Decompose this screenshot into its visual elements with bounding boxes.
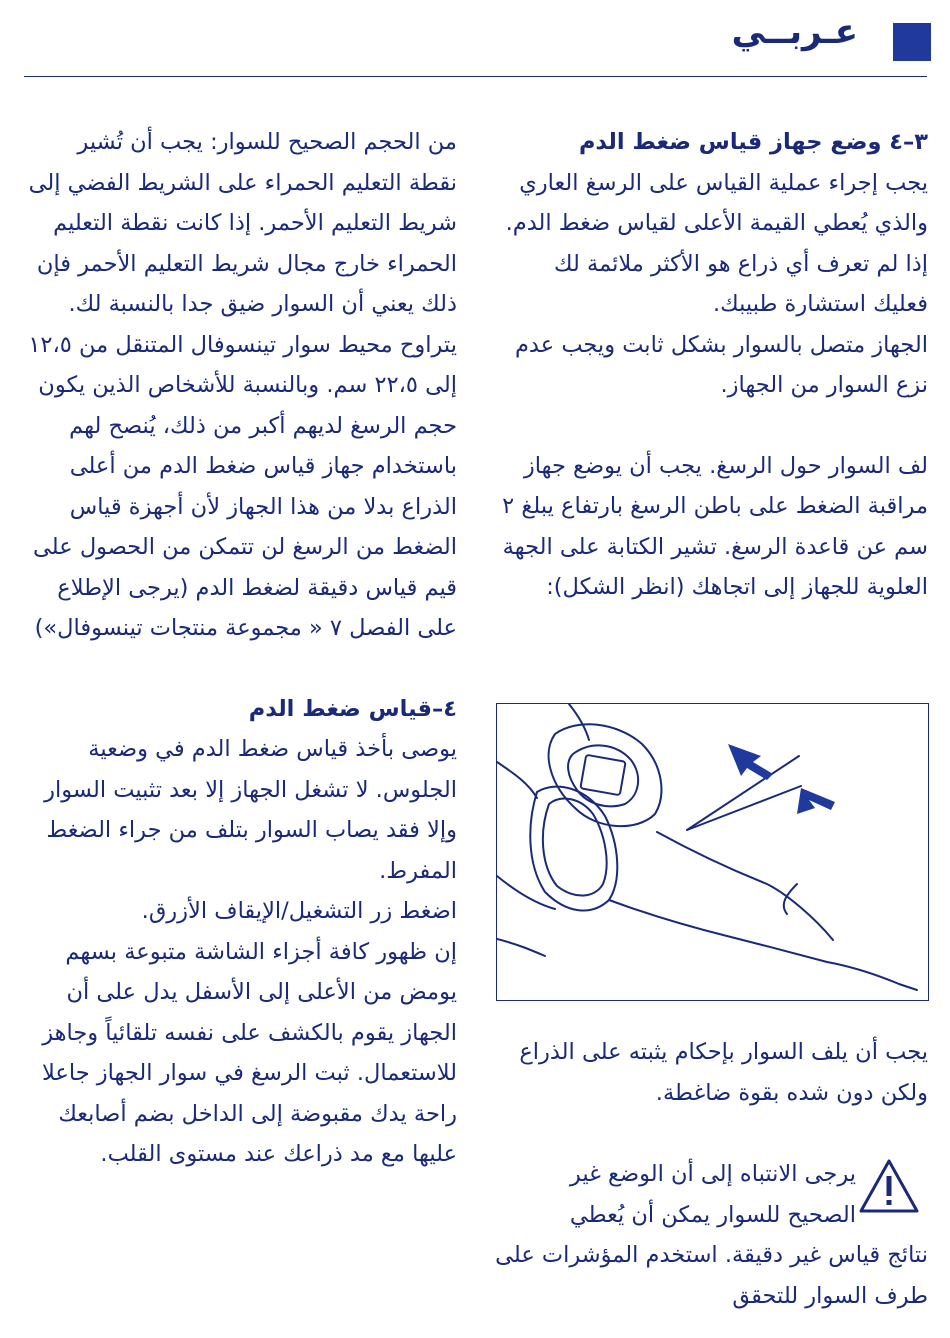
- right-column: [495, 122, 928, 608]
- section-heading-4-3: ٣–٤ وضع جهاز قياس ضغط الدم: [578, 129, 928, 155]
- page-language-title: عـربــي: [731, 12, 858, 52]
- wrist-monitor-illustration: [496, 703, 929, 1001]
- lower-arm-shadow: [497, 939, 545, 956]
- warning-text-rest: نتائج قياس غير دقيقة. استخدم المؤشرات على طرف السوار للتحقق: [495, 1242, 928, 1309]
- section-heading-4: ٤–قياس ضغط الدم: [248, 695, 457, 722]
- monitor-body: [549, 724, 662, 826]
- warning-block: [495, 1154, 928, 1316]
- warning-triangle-icon: [858, 1158, 920, 1214]
- header-divider: [24, 76, 927, 77]
- wrist-monitor-drawing: [497, 704, 928, 1000]
- left-column: [24, 122, 457, 1175]
- right-paragraph-3: لف السوار حول الرسغ. يجب أن يوضع جهاز مراقبة الضغط على باطن الرسغ بارتفاع يبلغ ٢ سم عن قاعدة الرسغ. تشير الكتابة على الجهة العلوية للجهاز إلى اتجاهك (انظر الشكل):: [502, 452, 928, 600]
- right-paragraph-2: الجهاز متصل بالسوار بشكل ثابت ويجب عدم نزع السوار من الجهاز.: [515, 331, 928, 398]
- monitor-display-icon: [580, 755, 625, 795]
- arm-upper-edge: [497, 762, 537, 798]
- left-paragraph-3: اضغط زر التشغيل/الإيقاف الأزرق.: [141, 898, 457, 924]
- left-paragraph-1: من الحجم الصحيح للسوار: يجب أن تُشير نقطة التعليم الحمراء على الشريط الفضي إلى شريط التعليم الأحمر. إذا كانت نقطة التعليم الحمراء خارج مجال شريط التعليم الأحمر فإن ذلك يعني أن السوار ضيق جدا بالنسبة لك. يتراوح محيط سوار تينسوفال المتنقل من ١٢،٥ إلى ٢٢،٥ سم. وبالنسبة للأشخاص الذين يكون حجم الرسغ لديهم أكبر من ذلك، يُنصح لهم باستخدام جهاز قياس ضغط الدم من أعلى الذراع بدلا من هذا الجهاز لأن أجهزة قياس الضغط من الرسغ لن تتمكن من الحصول على قيم قياس دقيقة لضغط الدم (يرجى الإطلاع على الفصل ٧ « مجموعة منتجات تينسوفال»): [28, 129, 457, 641]
- hand-lower-edge: [609, 900, 917, 990]
- background-line: [569, 704, 589, 740]
- right-paragraph-1: يجب إجراء عملية القياس على الرسغ العاري والذي يُعطي القيمة الأعلى لقياس ضغط الدم. إذا لم تعرف أي ذراع هو الأكثر ملائمة لك فعليك استشارة طبيبك.: [505, 169, 928, 317]
- arrow-up-icon: [797, 788, 835, 814]
- left-paragraph-2: يوصى بأخذ قياس ضغط الدم في وضعية الجلوس. لا تشغل الجهاز إلا بعد تثبيت السوار وإلا فقد يصاب السوار بتلف من جراء الضغط المفرط.: [44, 736, 457, 884]
- warning-text-first: يرجى الانتباه إلى أن الوضع غير الصحيح للسوار يمكن أن يُعطي: [569, 1161, 856, 1228]
- cuff-inner: [543, 799, 607, 896]
- left-paragraph-4: إن ظهور كافة أجزاء الشاشة متبوعة بسهم يومض من الأعلى إلى الأسفل يدل على أن الجهاز يقوم بالكشف على نفسه تلقائياً وجاهز للاستعمال. ثبت الرسغ في سوار الجهاز جاعلا راحة يدك مقبوضة إلى الداخل بضم أصابعك عليها مع مد ذراعك عند مستوى القلب.: [42, 938, 457, 1167]
- arrow-down-icon: [728, 744, 773, 780]
- section-marker-square: [893, 23, 931, 61]
- right-paragraph-4: يجب أن يلف السوار بإحكام يثبته على الذراع ولكن دون شده بقوة ضاغطة.: [519, 1039, 928, 1106]
- monitor-face: [568, 745, 638, 806]
- right-column-lower: [495, 1032, 928, 1113]
